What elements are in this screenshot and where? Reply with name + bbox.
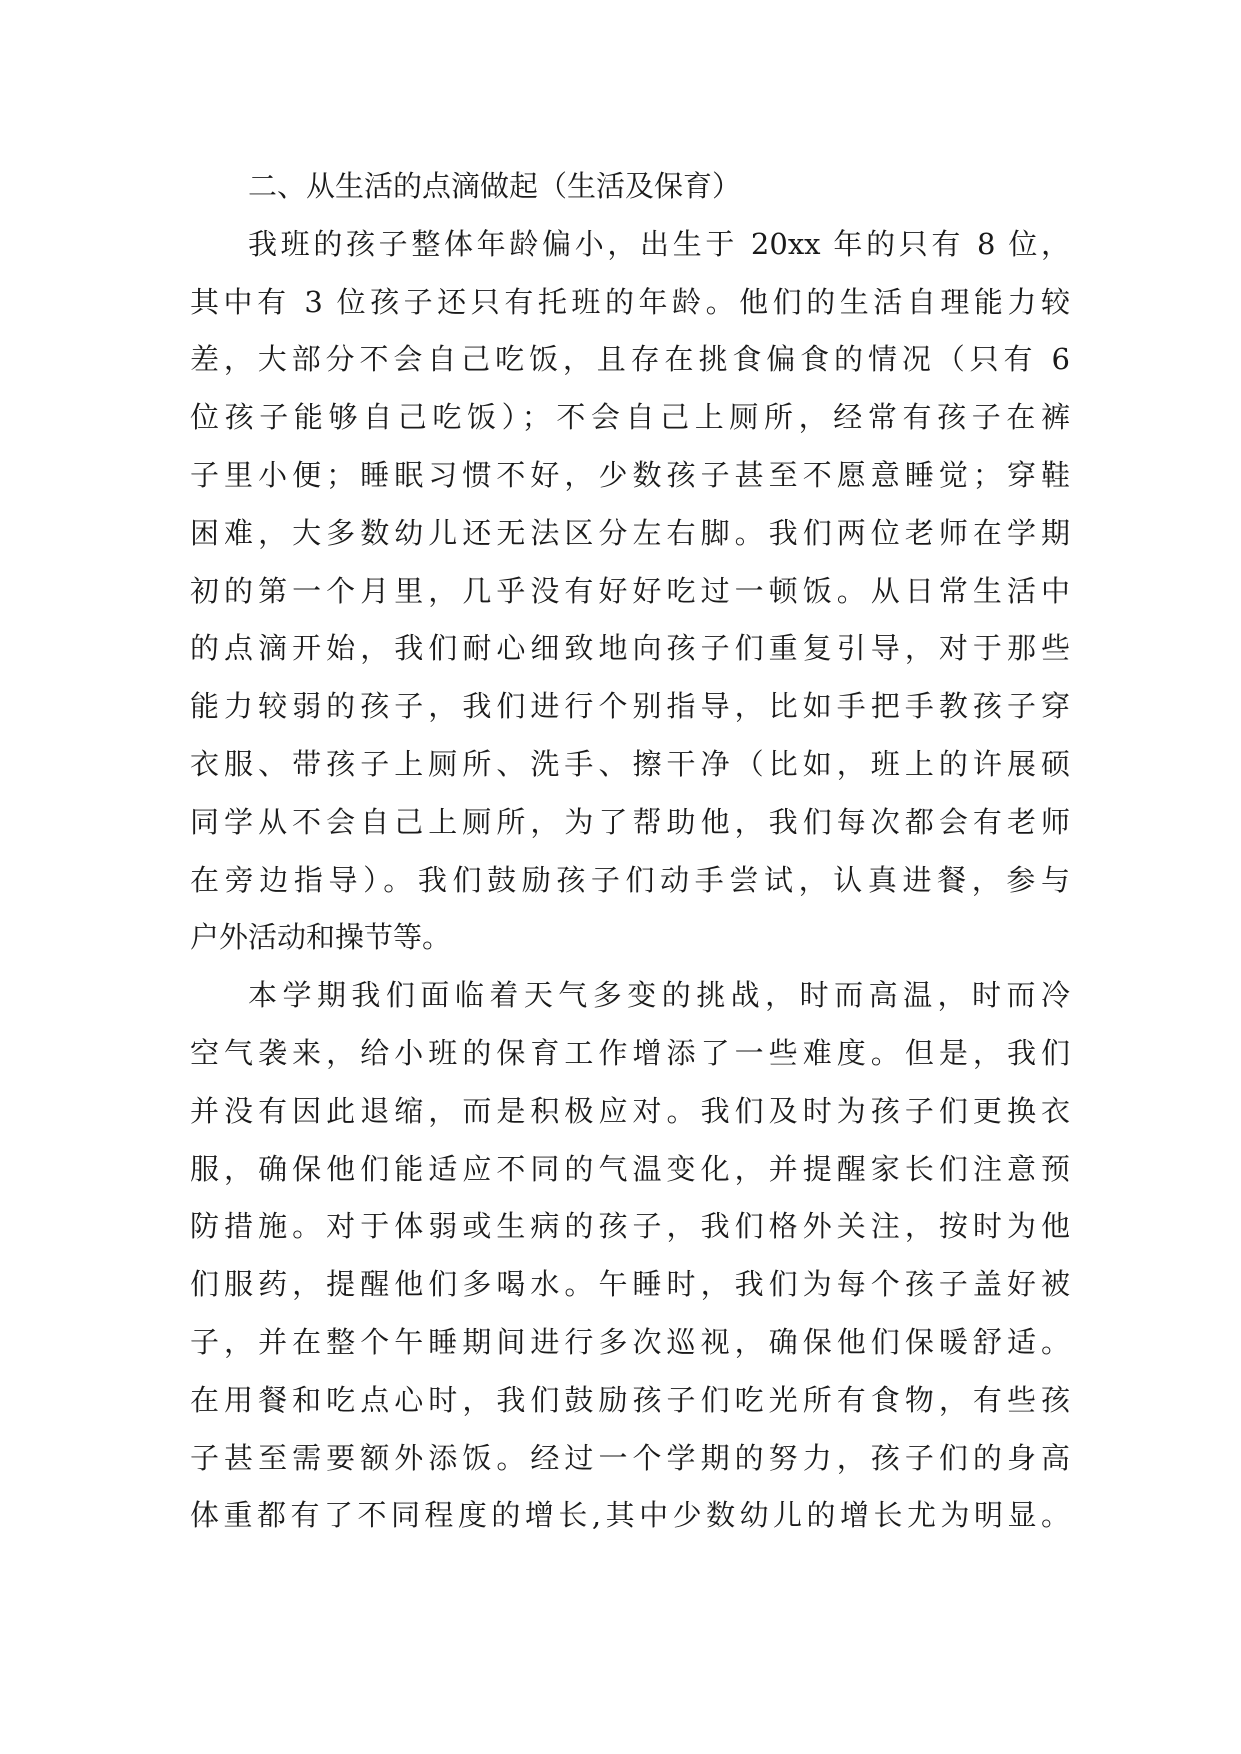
paragraph-line: 差，大部分不会自己吃饭，且存在挑食偏食的情况（只有 6	[190, 342, 1070, 377]
paragraph-line: 子，并在整个午睡期间进行多次巡视，确保他们保暖舒适。	[190, 1324, 1070, 1359]
paragraph-line: 我班的孩子整体年龄偏小，出生于 20xx 年的只有 8 位，	[248, 226, 1070, 261]
paragraph-line: 防措施。对于体弱或生病的孩子，我们格外关注，按时为他	[190, 1209, 1070, 1244]
paragraph-line: 空气袭来，给小班的保育工作增添了一些难度。但是，我们	[190, 1035, 1070, 1070]
paragraph-line: 的点滴开始，我们耐心细致地向孩子们重复引导，对于那些	[190, 631, 1070, 666]
paragraph-line: 服，确保他们能适应不同的气温变化，并提醒家长们注意预	[190, 1151, 1070, 1186]
paragraph-line: 们服药，提醒他们多喝水。午睡时，我们为每个孩子盖好被	[190, 1267, 1070, 1302]
paragraph-line: 在用餐和吃点心时，我们鼓励孩子们吃光所有食物，有些孩	[190, 1382, 1070, 1417]
document-page	[190, 158, 1070, 1545]
paragraph-line: 在旁边指导）。我们鼓励孩子们动手尝试，认真进餐，参与	[190, 862, 1070, 897]
section-heading: 二、从生活的点滴做起（生活及保育）	[248, 169, 742, 203]
paragraph-line: 衣服、带孩子上厕所、洗手、擦干净（比如，班上的许展硕	[190, 746, 1070, 781]
paragraph-line: 能力较弱的孩子，我们进行个别指导，比如手把手教孩子穿	[190, 689, 1070, 724]
paragraph-line: 户外活动和操节等。	[190, 920, 452, 955]
paragraph-line: 困难，大多数幼儿还无法区分左右脚。我们两位老师在学期	[190, 515, 1070, 550]
paragraph-line: 并没有因此退缩，而是积极应对。我们及时为孩子们更换衣	[190, 1093, 1070, 1128]
paragraph-line: 子甚至需要额外添饭。经过一个学期的努力，孩子们的身高	[190, 1440, 1070, 1475]
paragraph-1	[190, 216, 1070, 967]
paragraph-line: 子里小便；睡眠习惯不好，少数孩子甚至不愿意睡觉；穿鞋	[190, 457, 1070, 492]
paragraph-line: 位孩子能够自己吃饭）；不会自己上厕所，经常有孩子在裤	[190, 400, 1070, 435]
paragraph-line: 体重都有了不同程度的增长,其中少数幼儿的增长尤为明显。	[190, 1498, 1070, 1533]
paragraph-line: 其中有 3 位孩子还只有托班的年龄。他们的生活自理能力较	[190, 284, 1070, 319]
paragraph-line: 同学从不会自己上厕所，为了帮助他，我们每次都会有老师	[190, 804, 1070, 839]
paragraph-line: 本学期我们面临着天气多变的挑战，时而高温，时而冷	[248, 978, 1070, 1013]
paragraph-2	[190, 967, 1070, 1545]
paragraph-line: 初的第一个月里，几乎没有好好吃过一顿饭。从日常生活中	[190, 573, 1070, 608]
